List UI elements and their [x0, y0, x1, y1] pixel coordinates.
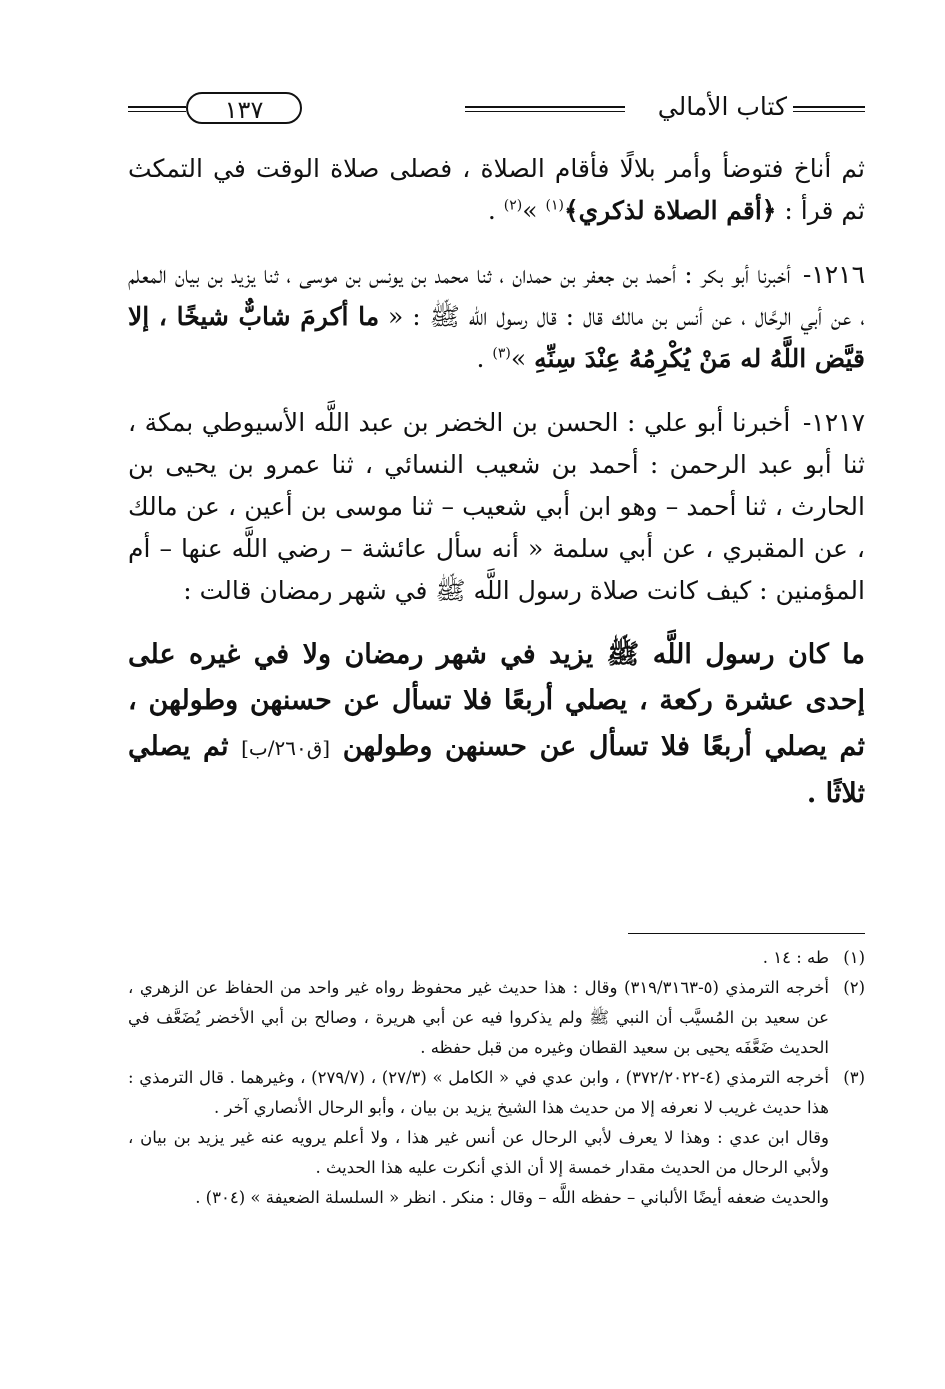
quran-quote: ﴿أقم الصلاة لذكري﴾	[563, 196, 777, 225]
hadith-text-1216: ما أكرمَ شابٌّ شيخًا ، إلا قيَّض اللَّهُ له مَنْ يُكْرِمُهُ عِنْدَ سِنِّهِ	[128, 302, 865, 373]
header-rule-middle	[465, 106, 625, 112]
paragraph-1-end: .	[487, 196, 504, 225]
hadith-number-1216: ١٢١٦-	[802, 260, 865, 289]
footnote-body	[128, 973, 829, 1063]
footnote-2	[128, 973, 865, 1063]
footnote-line: وقال ابن عدي : وهذا لا يعرف لأبي الرحال عن أنس غير هذا ، ولا أعلم يرويه عنه غير يزيد بن بيان ، ولأبي الرحال من الحديث مقدار خمسة إلا أن الذي أنكرت عليه هذا الحديث .	[128, 1128, 829, 1177]
main-text	[128, 148, 865, 817]
footnote-line: والحديث ضعفه أيضًا الألباني – حفظه اللَّه – وقال : منكر . انظر « السلسلة الضعيفة » (٣٠٤) .	[195, 1188, 829, 1207]
footnote-1	[128, 943, 865, 973]
footnote-separator	[628, 933, 865, 934]
paragraph-1216	[128, 254, 865, 380]
paragraph-1-close: »	[522, 196, 546, 225]
footnote-number: (٢)	[843, 978, 865, 997]
footnote-ref-3[interactable]: (٣)	[492, 345, 511, 362]
footnote-line: أخرجه الترمذي (٥-٣١٩/٣١٦٣) وقال : هذا حديث غير محفوظ رواه غير واحد من الحفاظ عن الزهري ، عن سعيد بن المُسيَّب أن النبي ﷺ ولم يذكروا فيه عن أبي هريرة ، وصالح بن أبي الأخضر يُضَعَّف في الحديث ضَعَّفَه يحيى بن سعيد القطان وغيره من قبل حفظه .	[128, 978, 829, 1057]
paragraph-1216-end: .	[476, 344, 493, 373]
footnote-line: أخرجه الترمذي (٤-٣٧٢/٢٠٢٢) ، وابن عدي في « الكامل » (٢٧/٣) ، (٢٧٩/٧) ، وغيرهما . قال الترمذي : هذا حديث غريب لا نعرفه إلا من حديث هذا الشيخ يزيد بن بيان ، وأبو الرحال الأنصاري آخر .	[128, 1068, 829, 1117]
paragraph-1217-text: أخبرنا أبو علي : الحسن بن الخضر بن عبد اللَّه الأسيوطي بمكة ، ثنا أبو عبد الرحمن : أحمد بن شعيب النسائي ، ثنا عمرو بن يحيى بن الحارث ، ثنا أحمد – وهو ابن أبي شعيب – ثنا موسى بن أعين ، عن مالك ، عن المقبري ، عن أبي سلمة « أنه سأل عائشة – رضي اللَّه عنها – أم المؤمنين : كيف كانت صلاة رسول اللَّه ﷺ في شهر رمضان قالت :	[128, 408, 865, 605]
footnote-number: (١)	[843, 948, 865, 967]
book-title: كتاب الأمالي	[657, 92, 787, 121]
footnote-body	[128, 1063, 829, 1213]
footnote-number: (٣)	[843, 1068, 865, 1087]
footnote-line: طه : ١٤ .	[762, 948, 829, 967]
paragraph-1-text: ثم أناخ فتوضأ وأمر بلالًا فأقام الصلاة ، فصلى صلاة الوقت في التمكث ثم قرأ :	[128, 154, 865, 225]
header-rule-right	[793, 106, 865, 112]
paragraph-1216-text: أخبرنا أبو بكر : أحمد بن جعفر بن حمدان ، ثنا محمد بن يونس بن موسى ، ثنا يزيد بن بيان المعلم ، عن أبي الرحَّال ، عن أنس بن مالك قال : قال رسول الله ﷺ : «	[128, 260, 865, 331]
footnote-3	[128, 1063, 865, 1213]
paragraph-1	[128, 148, 865, 232]
footnotes	[128, 943, 865, 1213]
paragraph-1216-close: »	[510, 344, 535, 373]
hadith-1217-part-2: ثم يصلي ثلاثًا .	[128, 731, 865, 809]
hadith-number-1217: ١٢١٧-	[802, 408, 865, 437]
paragraph-1217	[128, 402, 865, 612]
page-number: ١٣٧	[186, 92, 302, 124]
header-rule-left	[128, 106, 186, 112]
footnote-body	[128, 943, 829, 973]
running-header	[128, 88, 865, 136]
hadith-1217-part-1: ما كان رسول اللَّه ﷺ يزيد في شهر رمضان ولا في غيره على إحدى عشرة ركعة ، يصلي أربعًا فلا تسأل عن حسنهن وطولهن ، ثم يصلي أربعًا فلا تسأل عن حسنهن وطولهن	[128, 639, 865, 762]
hadith-text-1217	[128, 632, 865, 817]
footnote-ref-1[interactable]: (١)	[545, 197, 564, 214]
footnote-ref-2[interactable]: (٢)	[503, 197, 523, 214]
manuscript-folio-marker: [ق٢٦٠/ب]	[241, 736, 331, 760]
